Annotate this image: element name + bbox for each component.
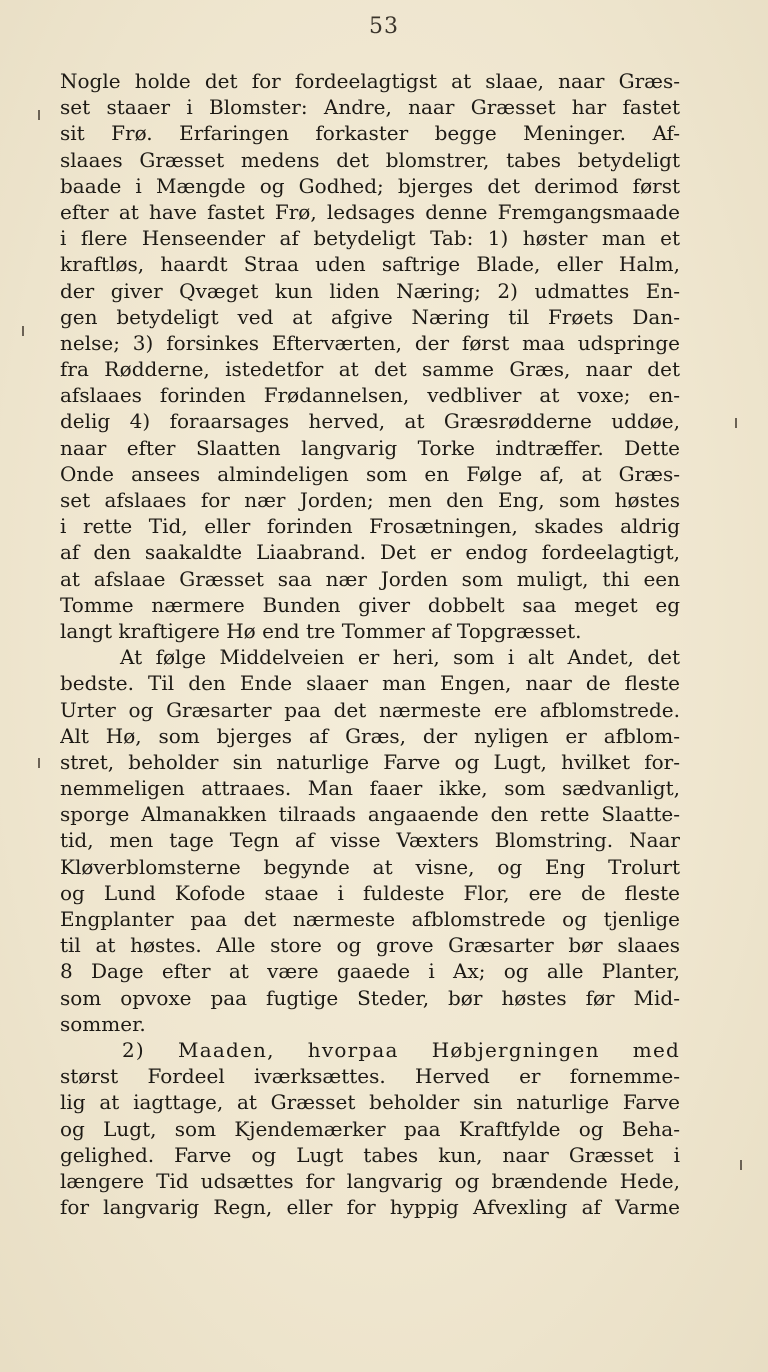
text-line: som opvoxe paa fugtige Steder, bør høstes før Mid- [60,985,680,1010]
text-line: og Lugt, som Kjendemærker paa Kraftfylde og Beha- [60,1116,680,1141]
text-line: nemmeligen attraaes. Man faaer ikke, som sædvanligt, [60,776,680,801]
margin-mark [22,326,24,336]
text-line: bedste. Til den Ende slaaer man Engen, naar de fleste [60,671,680,696]
text-line: i rette Tid, eller forinden Frosætningen, skades aldrig [60,514,680,539]
text-line: efter at have fastet Frø, ledsages denne Fremgangsmaade [60,199,680,224]
text-line: baade i Mængde og Godhed; bjerges det derimod først [60,173,680,198]
text-line: Nogle holde det for fordeelagtigst at slaae, naar Græs- [60,69,680,93]
text-line: lig at iagttage, at Græsset beholder sin naturlige Farve [60,1090,680,1115]
text-line: til at høstes. Alle store og grove Græsarter bør slaaes [60,933,680,958]
text-line: længere Tid udsættes for langvarig og brændende Hede, [60,1168,680,1193]
text-line: nelse; 3) forsinkes Efterværten, der først maa udspringe [60,330,680,355]
text-line: Urter og Græsarter paa det nærmeste ere afblomstrede. [60,697,680,722]
text-line: stret, beholder sin naturlige Farve og Lugt, hvilket for- [60,749,680,774]
text-line: Kløverblomsterne begynde at visne, og Eng Trolurt [60,854,680,879]
text-line: set afslaaes for nær Jorden; men den Eng, som høstes [60,488,680,512]
text-line: sporge Almanakken tilraads angaaende den rette Slaatte- [60,802,680,827]
text-line: for langvarig Regn, eller for hyppig Afvexling af Varme [60,1195,680,1220]
text-line: slaaes Græsset medens det blomstrer, tabes betydeligt [60,147,680,172]
text-line: kraftløs, haardt Straa uden saftrige Blade, eller Halm, [60,252,680,277]
text-line: fra Rødderne, istedetfor at det samme Græs, naar det [60,357,680,382]
text-line: Tomme nærmere Bunden giver dobbelt saa meget eg [60,592,680,617]
body-text [60,68,680,1220]
margin-mark [38,110,40,120]
text-line: At følge Middelveien er heri, som i alt Andet, det [120,645,680,670]
text-line: der giver Qvæget kun liden Næring; 2) udmattes En- [60,278,680,303]
text-line: gelighed. Farve og Lugt tabes kun, naar Græsset i [60,1142,680,1167]
text-line: Engplanter paa det nærmeste afblomstrede og tjenlige [60,907,680,931]
text-line: set staaer i Blomster: Andre, naar Græsset har fastet [60,95,680,120]
margin-mark [740,1160,742,1170]
text-line: 8 Dage efter at være gaaede i Ax; og alle Planter, [60,959,680,984]
text-line: sit Frø. Erfaringen forkaster begge Meninger. Af- [60,121,680,146]
section-heading-line: 2) Maaden, hvorpaa Høbjergningen med [122,1037,680,1062]
text-line: og Lund Kofode staae i fuldeste Flor, ere de fleste [60,880,680,905]
text-line: afslaaes forinden Frødannelsen, vedbliver at voxe; en- [60,383,680,408]
text-line: størst Fordeel iværksættes. Herved er fornemme- [60,1064,680,1089]
margin-mark [735,418,737,428]
margin-mark [38,758,40,768]
text-line: at afslaae Græsset saa nær Jorden som muligt, thi een [60,566,680,591]
text-line: af den saakaldte Liaabrand. Det er endog fordeelagtigt, [60,540,680,565]
text-line: langt kraftigere Hø end tre Tommer af Topgræsset. [60,618,582,643]
text-line: sommer. [60,1011,146,1036]
text-line: i flere Henseender af betydeligt Tab: 1) høster man et [60,226,680,251]
text-line: delig 4) foraarsages herved, at Græsrødderne uddøe, [60,409,680,434]
text-line: Alt Hø, som bjerges af Græs, der nyligen er afblom- [60,723,680,748]
page-number: 53 [369,14,399,39]
text-line: Onde ansees almindeligen som en Følge af, at Græs- [60,461,680,486]
text-line: naar efter Slaatten langvarig Torke indtræffer. Dette [60,435,680,460]
text-line: gen betydeligt ved at afgive Næring til Frøets Dan- [60,304,680,329]
text-line: tid, men tage Tegn af visse Væxters Blomstring. Naar [60,828,680,853]
